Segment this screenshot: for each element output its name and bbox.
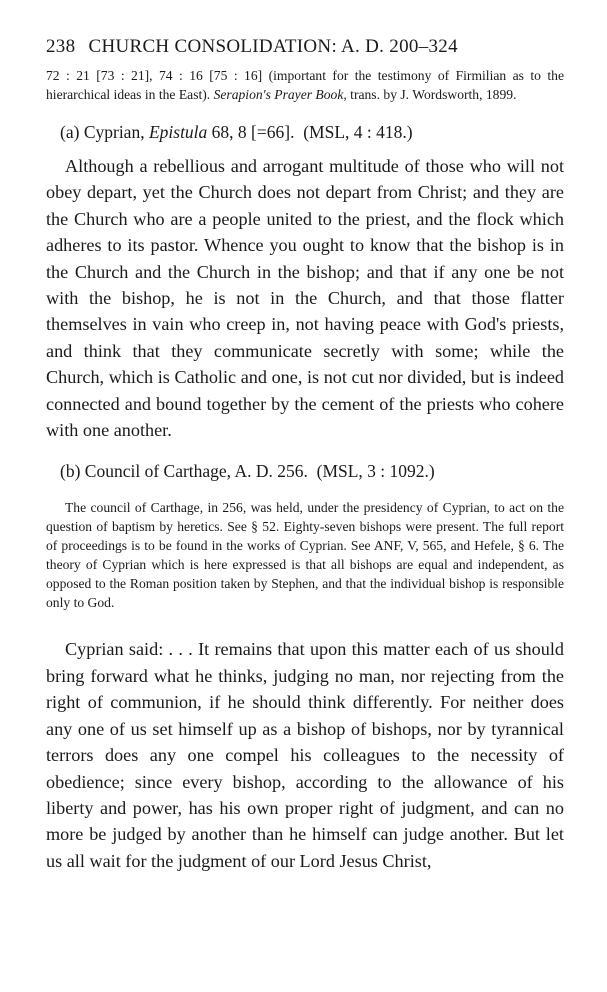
section-a-body xyxy=(46,153,564,443)
bibliography-note xyxy=(46,66,564,104)
section-a-ref: 68, 8 [=66]. xyxy=(211,122,295,142)
section-a-paragraph: Although a rebellious and arrogant multitude of those who will not obey depart, yet the Church does not depart from Christ; and they are the Church who are a people united to the priest, and the flock which adheres to its pastor. Whence you ought to know that the bishop is in the Church and the Church in the bishop; and that if any one be not with the bishop, he is not in the Church, and that those flatter themselves in vain who creep in, not having peace with God's priests, and think that they communicate secretly with some; while the Church, which is Catholic and one, is not cut nor divided, but is indeed connected and bound together by the cement of the priests who cohere with one another. xyxy=(46,156,564,441)
section-b-body xyxy=(46,636,564,874)
book-page xyxy=(46,36,564,874)
bibliography-italic-title: Serapion's Prayer Book, xyxy=(213,87,347,102)
section-b-paragraph: Cyprian said: . . . It remains that upon this matter each of us should bring forward what he thinks, judging no man, nor rejecting from the right of communion, if he should think differently. For neither does any one of us set himself up as a bishop of bishops, nor by tyrannical terrors does any one compel his colleagues to the necessity of obedience; since every bishop, according to the allowance of his liberty and power, has his own proper right of judgment, and can no more be judged by another than he himself can judge another. But let us all wait for the judgment of our Lord Jesus Christ, xyxy=(46,639,564,871)
section-a-heading xyxy=(60,122,564,143)
section-a-work: Epistula xyxy=(148,122,208,142)
section-b-note xyxy=(46,498,564,612)
section-b-source: (MSL, 3 : 1092.) xyxy=(316,461,435,482)
section-a-source: (MSL, 4 : 418.) xyxy=(303,122,413,142)
section-a-author: Cyprian, xyxy=(83,122,145,142)
section-a-label: (a) xyxy=(60,122,80,142)
running-title: CHURCH CONSOLIDATION: A. D. 200–324 xyxy=(88,36,458,57)
bibliography-text-1: 72 : 21 [73 : 21], 74 : 16 [75 : 16] (important for the testimony of Firmilian as to the hierarchical ideas in the East). xyxy=(46,68,564,102)
bibliography-text-2: trans. by J. Wordsworth, 1899. xyxy=(350,87,517,102)
section-b-heading xyxy=(60,461,564,482)
running-header xyxy=(46,36,564,58)
section-b-note-text: The council of Carthage, in 256, was held, under the presidency of Cyprian, to act on the question of baptism by heretics. See § 52. Eighty-seven bishops were present. The full report of proceedings is to be found in the works of Cyprian. See ANF, V, 565, and Hefele, § 6. The theory of Cyprian which is here expressed is that all bishops are equal and independent, as opposed to the Roman position taken by Stephen, and that the individual bishop is responsible only to God. xyxy=(46,500,564,611)
section-b-title: Council of Carthage, A. D. 256. xyxy=(84,461,308,482)
page-number: 238 xyxy=(46,36,76,57)
section-b-label: (b) xyxy=(60,461,81,482)
